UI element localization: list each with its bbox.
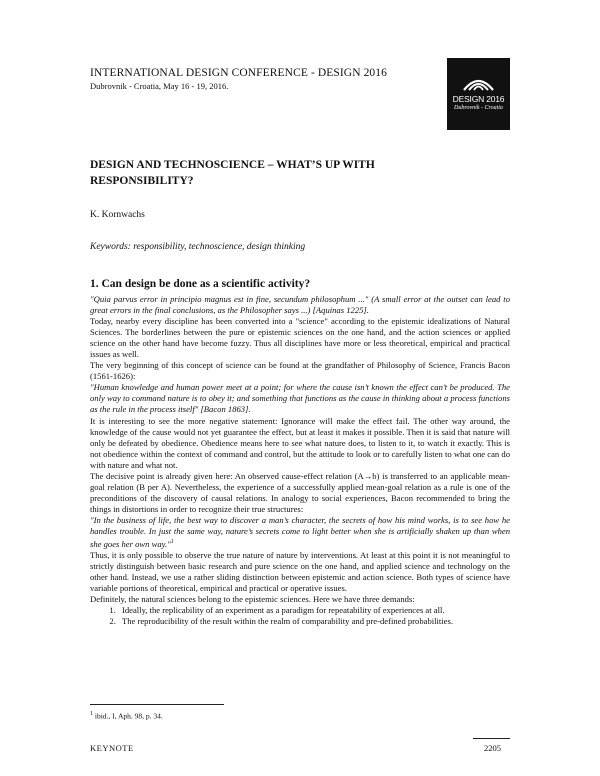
keywords-label: Keywords: xyxy=(90,242,131,252)
paragraph: Thus, it is only possible to observe the true nature of nature by interventions. At least at this point it is not meaningful to strictly distinguish between basic research and pure science on the one hand, and applied science and technology on the other hand. Instead, we use a rather sliding distinction between epistemic and action science. Both types of science have variable portions of theoretical, empirical and practical or operative issues. xyxy=(90,549,510,594)
paragraph: Definitely, the natural sciences belong to the epistemic sciences. Here we have three demands: xyxy=(90,594,415,605)
paragraph: The decisive point is already given here: An observed cause-effect relation (A→b) is transferred to an applicable mean-goal relation (B per A). Nevertheless, the experience of a successfully applied mean-goal relation as a rule is one of the preconditions of the discovery of causal relations. In analogy to social experiences, Bacon recommended to bring the things in distortions in order to recognize their true structures: xyxy=(90,470,510,514)
footnote-text: ibid., I, Aph. 98, p. 34. xyxy=(93,711,163,721)
page-number: 2205 xyxy=(484,743,501,753)
paper-author: K. Kornwachs xyxy=(90,210,145,220)
quote-aquinas: "Quia parvus error in principio magnus est in fine, secundum philosophum ..." (A small error at the outset can lead to great errors in the final conclusions, as the Philosopher says ...) [Aquinas 1225]. xyxy=(90,294,510,316)
list-item: 2. The reproducibility of the result within the realm of comparability and pre-defined probabilities. xyxy=(118,616,510,627)
section-heading: 1. Can design be done as a scientific activity? xyxy=(90,278,311,290)
body-text xyxy=(90,294,510,627)
paper-keywords xyxy=(90,242,305,252)
quote-text: "In the business of life, the best way to discover a man’s character, the secrets of how his mind works, is to see how he handles trouble. In just the same way, nature’s secrets come to light better when she is artificially shaken up than when she goes her own way." xyxy=(90,514,510,549)
footnote-divider xyxy=(90,704,224,705)
list-item: 1. Ideally, the replicability of an experiment as a paradigm for repeatability of experiences at all. xyxy=(118,605,510,616)
paper-title: DESIGN AND TECHNOSCIENCE – WHAT’S UP WITH RESPONSIBILITY? xyxy=(90,159,375,187)
logo-subtitle: Dubrovnik - Croatia xyxy=(454,105,503,111)
quote-bacon: "Human knowledge and human power meet at a point; for where the cause isn’t known the effect can’t be produced. The only way to command nature is to obey it; and something that functions as the cause in thinking about a process functions as the rule in the process itself" [Bacon 1863]. xyxy=(90,382,510,415)
footnote-reference: 1 xyxy=(170,539,174,546)
keywords-list: responsibility, technoscience, design thinking xyxy=(130,242,306,252)
logo-arch-icon xyxy=(461,70,496,92)
footer-label: KEYNOTE xyxy=(90,743,134,753)
footnote-mark: 1 xyxy=(90,711,93,717)
footnote xyxy=(90,711,163,721)
conference-location: Dubrovnik - Croatia, May 16 - 19, 2016. xyxy=(90,81,229,91)
logo-title: DESIGN 2016 xyxy=(452,94,505,104)
quote-bacon-2 xyxy=(90,515,510,550)
paragraph: It is interesting to see the more negative statement: Ignorance will make the effect fail. The other way around, the knowledge of the cause would not yet guarantee the effect, but at least it makes it possible. Then it is said that nature will only be defeated by obedience. Obedience means here to see what nature does, to listen to it, to watch it exactly. This is not obedience within the context of command and control, but the attitude to look or to carefully listen to what one can do with nature and what not. xyxy=(90,415,510,470)
conference-name: INTERNATIONAL DESIGN CONFERENCE - DESIGN 2016 xyxy=(90,67,387,79)
paragraph: Today, nearby every discipline has been converted into a "science" according to the epistemic idealizations of Natural Sciences. The borderlines between the pure or epistemic sciences on the one hand, and the action sciences or applied science on the other hand have become fuzzy. Thus all disciplines have more or less theoretical, empirical and practical issues as well. xyxy=(90,316,510,360)
demands-list xyxy=(90,605,510,627)
conference-logo xyxy=(447,58,510,130)
footer-divider xyxy=(473,738,510,739)
paragraph: The very beginning of this concept of science can be found at the grandfather of Philosophy of Science, Francis Bacon (1561-1626): xyxy=(90,360,510,382)
